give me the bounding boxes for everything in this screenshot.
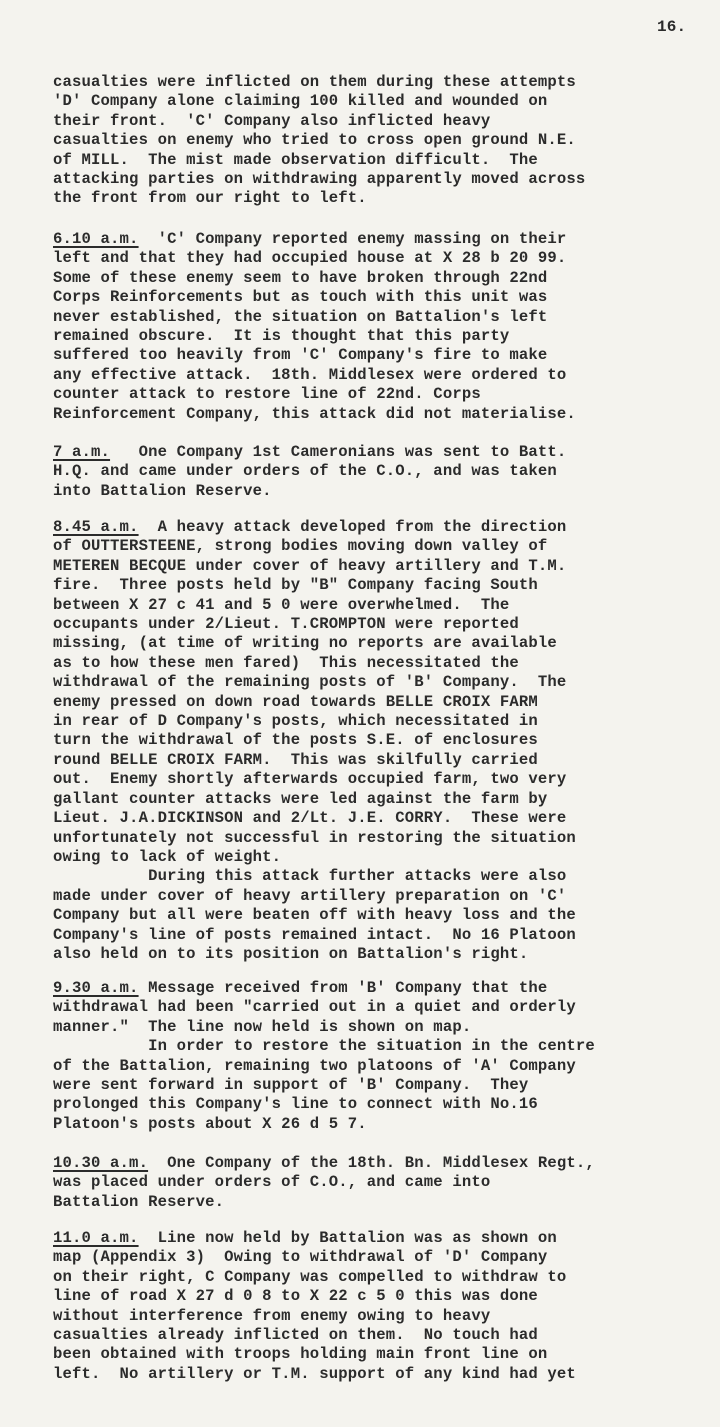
text-line: left and that they had occupied house at X 28 b 20 99.: [53, 249, 567, 268]
text-line: Some of these enemy seem to have broken through 22nd: [53, 268, 548, 287]
line-text: 'C' Company reported enemy massing on their: [138, 230, 567, 248]
text-line: missing, (at time of writing no reports are available: [53, 634, 557, 653]
line-text: A heavy attack developed from the direction: [138, 518, 567, 536]
text-line: line of road X 27 d 0 8 to X 22 c 5 0 this was done: [53, 1287, 538, 1306]
text-line-with-time: [53, 1154, 713, 1173]
text-line: casualties already inflicted on them. No touch had: [53, 1326, 538, 1345]
text-line: Platoon's posts about X 26 d 5 7.: [53, 1114, 367, 1133]
text-line: map (Appendix 3) Owing to withdrawal of 'D' Company: [53, 1248, 548, 1267]
paragraph-0845: [53, 518, 713, 964]
timestamp: 6.10 a.m.: [53, 230, 139, 248]
text-line: gallant counter attacks were led against the farm by: [53, 789, 548, 808]
line-text: Line now held by Battalion was as shown on: [138, 1229, 557, 1247]
text-line-with-time: [53, 443, 713, 462]
timestamp: 8.45 a.m.: [53, 518, 139, 536]
text-line: out. Enemy shortly afterwards occupied farm, two very: [53, 770, 567, 789]
text-line-with-time: [53, 979, 713, 998]
text-line: on their right, C Company was compelled to withdraw to: [53, 1267, 567, 1286]
line-text: One Company 1st Cameronians was sent to Batt.: [110, 443, 567, 461]
text-line: 'D' Company alone claiming 100 killed and wounded on: [53, 92, 548, 111]
paragraph-1030: [53, 1154, 713, 1212]
text-line: also held on to its position on Battalion's right.: [53, 944, 529, 963]
text-line-with-time: [53, 230, 713, 249]
text-line: fire. Three posts held by "B" Company facing South: [53, 576, 538, 595]
text-line: their front. 'C' Company also inflicted heavy: [53, 111, 491, 130]
text-line: Lieut. J.A.DICKINSON and 2/Lt. J.E. CORRY. These were: [53, 809, 567, 828]
text-line: attacking parties on withdrawing apparently moved across: [53, 170, 586, 189]
text-line: withdrawal of the remaining posts of 'B' Company. The: [53, 673, 567, 692]
paragraph-0930: [53, 979, 713, 1134]
paragraph-1100: [53, 1229, 713, 1384]
text-line: Battalion Reserve.: [53, 1192, 225, 1211]
line-text: Message received from 'B' Company that the: [138, 979, 548, 997]
line-text: One Company of the 18th. Bn. Middlesex Regt.,: [148, 1154, 595, 1172]
text-line: Company but all were beaten off with heavy loss and the: [53, 906, 576, 925]
text-line: remained obscure. It is thought that this party: [53, 327, 510, 346]
text-line: was placed under orders of C.O., and came into: [53, 1173, 491, 1192]
text-line: withdrawal had been "carried out in a quiet and orderly: [53, 998, 576, 1017]
text-line: into Battalion Reserve.: [53, 481, 272, 500]
timestamp: 7 a.m.: [53, 443, 111, 461]
text-line: Company's line of posts remained intact. No 16 Platoon: [53, 925, 576, 944]
text-line: METEREN BECQUE under cover of heavy artillery and T.M.: [53, 556, 567, 575]
text-line: turn the withdrawal of the posts S.E. of enclosures: [53, 731, 538, 750]
text-line: enemy pressed on down road towards BELLE CROIX FARM: [53, 692, 538, 711]
text-line: unfortunately not successful in restoring the situation: [53, 828, 576, 847]
text-line: counter attack to restore line of 22nd. Corps: [53, 385, 481, 404]
text-line: prolonged this Company's line to connect with No.16: [53, 1095, 538, 1114]
text-line: owing to lack of weight.: [53, 847, 282, 866]
paragraph-0700: [53, 443, 713, 501]
text-line: During this attack further attacks were also: [53, 867, 567, 886]
paragraph-0610: [53, 230, 713, 424]
text-line: H.Q. and came under orders of the C.O., and was taken: [53, 462, 557, 481]
text-line: left. No artillery or T.M. support of any kind had yet: [53, 1364, 576, 1383]
text-line: without interference from enemy owing to heavy: [53, 1306, 491, 1325]
timestamp: 11.0 a.m.: [53, 1229, 139, 1247]
text-line: In order to restore the situation in the centre: [53, 1037, 595, 1056]
text-line: between X 27 c 41 and 5 0 were overwhelmed. The: [53, 595, 510, 614]
timestamp: 9.30 a.m.: [53, 979, 139, 997]
text-line: been obtained with troops holding main front line on: [53, 1345, 548, 1364]
text-line: casualties on enemy who tried to cross open ground N.E.: [53, 131, 576, 150]
text-line: Reinforcement Company, this attack did not materialise.: [53, 404, 576, 423]
text-line: in rear of D Company's posts, which necessitated in: [53, 712, 538, 731]
text-line: manner." The line now held is shown on map.: [53, 1017, 472, 1036]
text-line: casualties were inflicted on them during these attempts: [53, 73, 576, 91]
text-line: were sent forward in support of 'B' Company. They: [53, 1076, 529, 1095]
text-line: any effective attack. 18th. Middlesex were ordered to: [53, 365, 567, 384]
text-line: occupants under 2/Lieut. T.CROMPTON were reported: [53, 615, 519, 634]
paragraph-continuation: [53, 73, 713, 209]
text-line: of OUTTERSTEENE, strong bodies moving down valley of: [53, 537, 548, 556]
timestamp: 10.30 a.m.: [53, 1154, 149, 1172]
text-line: of MILL. The mist made observation difficult. The: [53, 150, 538, 169]
text-line: the front from our right to left.: [53, 189, 367, 208]
text-line: suffered too heavily from 'C' Company's fire to make: [53, 346, 548, 365]
text-line: round BELLE CROIX FARM. This was skilfully carried: [53, 750, 538, 769]
text-line-with-time: [53, 1229, 713, 1248]
text-line: Corps Reinforcements but as touch with this unit was: [53, 288, 548, 307]
page-number: 16.: [657, 18, 687, 36]
text-line-with-time: [53, 518, 713, 537]
text-line: made under cover of heavy artillery preparation on 'C': [53, 886, 567, 905]
text-line: of the Battalion, remaining two platoons of 'A' Company: [53, 1056, 576, 1075]
text-line: never established, the situation on Battalion's left: [53, 307, 548, 326]
text-line: as to how these men fared) This necessitated the: [53, 653, 519, 672]
